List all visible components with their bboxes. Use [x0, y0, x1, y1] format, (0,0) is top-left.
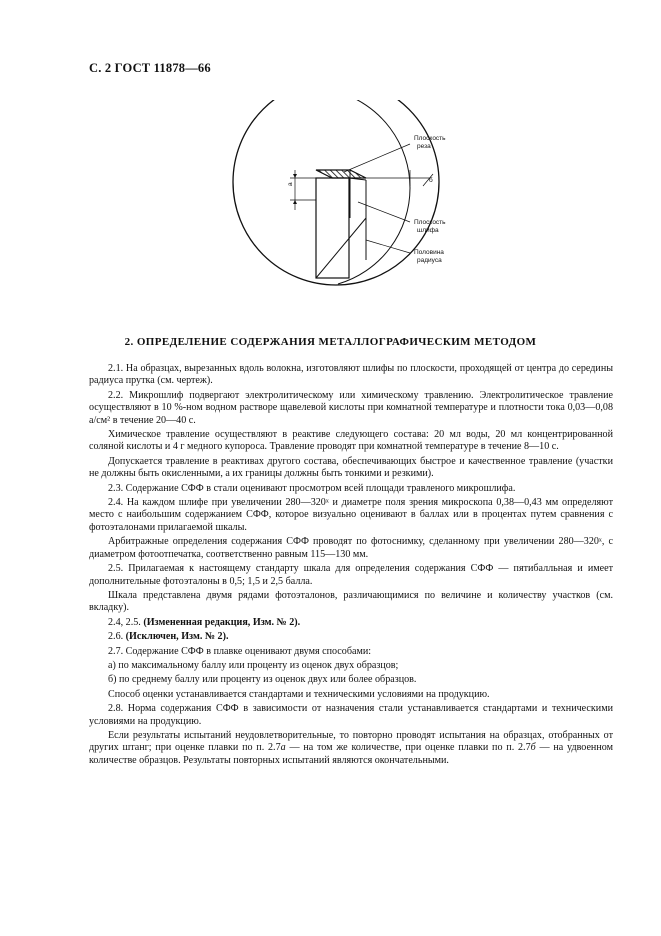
- section-title: 2. ОПРЕДЕЛЕНИЕ СОДЕРЖАНИЯ МЕТАЛЛОГРАФИЧЕСКИМ МЕТОДОМ: [124, 336, 537, 348]
- dim-a-label: а: [287, 182, 294, 186]
- dim-b-label: б: [429, 177, 433, 184]
- paragraph-2-7: 2.7. Содержание СФФ в плавке оценивают двумя способами:: [108, 645, 372, 657]
- paragraph-method: Способ оценки устанавливается стандартами и техническими условиями на продукцию.: [108, 688, 490, 700]
- paragraph-2-4: 2.4. На каждом шлифе при увеличении 280—320ˣ и диаметре поля зрения микроскопа 0,38—0,43 мм определяют место с наибольшим содержанием СФФ, которое визуально оценивают в баллах или в процентах путем сравнения с фотоэталонами прилагаемой шкалы.: [89, 497, 613, 533]
- edit-note-number: 2.4, 2.5.: [108, 616, 141, 628]
- document-body: [89, 363, 613, 769]
- list-item-a: а) по максимальному баллу или проценту из оценок двух образцов;: [108, 659, 399, 671]
- specimen-diagram-svg: [220, 100, 480, 300]
- paragraph-scale: Шкала представлена двумя рядами фотоэталонов, различающимися по величине и количеству участков (см. вкладку).: [89, 589, 613, 614]
- paragraph-2-3: 2.3. Содержание СФФ в стали оценивают просмотром всей площади травленого микрошлифа.: [108, 482, 516, 494]
- retest-item-a: а: [280, 742, 286, 754]
- retest-item-b: б: [530, 742, 536, 754]
- paragraph-2-8: 2.8. Норма содержания СФФ в зависимости от назначения стали устанавливается стандартами и техническими условиями на продукцию.: [89, 703, 613, 727]
- paragraph-chemical-etching: Химическое травление осуществляют в реактиве следующего состава: 20 мл воды, 20 мл концентрированной соляной кислоты и 4 г медного купороса. Травление проводят при комнатной температуре в течение 8—10 с.: [89, 429, 613, 453]
- label-section-plane-2: шлифа: [417, 227, 439, 234]
- specimen-front-face: [316, 178, 349, 278]
- dim-a-arrow-top: [293, 174, 297, 178]
- edit-note-text: (Измененная редакция, Изм. № 2).: [143, 616, 301, 628]
- paragraph-2-2: 2.2. Микрошлиф подвергают электролитическому или химическому травлению. Электролитическое травление осуществляют в 10 %-ном водном растворе щавелевой кислоты при комнатной температуре и плотности тока 0,03—0,08 а/см² в течение 20—40 с.: [89, 389, 613, 426]
- paragraph-allowed-etching: Допускается травление в реактивах другого состава, обеспечивающих быстрое и качественное травление (участки не должны быть окисленными, а их границы должны быть тонкими и резкими).: [89, 455, 613, 480]
- paragraph-retest: [89, 730, 613, 767]
- bar-section-circle: [233, 100, 439, 285]
- retest-part-3: — на удвоенном количестве образцов. Результаты повторных испытаний являются окончательными.: [89, 742, 613, 766]
- retest-part-2: — на том же количестве, при оценке плавки по п. 2.7: [285, 742, 531, 754]
- specimen-top-face: [316, 170, 366, 178]
- retest-part-1: Если результаты испытаний неудовлетворительные, то повторно проводят испытания на образцах, отобранных от других штанг; при оценке плавки по п. 2.7: [89, 729, 613, 754]
- specimen-diagonal: [316, 218, 366, 278]
- label-cut-plane-1: Плоскость: [414, 135, 446, 142]
- dim-a-arrow-bottom: [293, 200, 297, 204]
- label-half-radius-2: радиуса: [417, 257, 442, 264]
- excluded-text: (Исключен, Изм. № 2).: [125, 631, 229, 643]
- paragraph-edit-note: [89, 617, 613, 629]
- excluded-number: 2.6.: [108, 631, 124, 643]
- label-section-plane-1: Плоскость: [414, 219, 446, 226]
- paragraph-2-5: 2.5. Прилагаемая к настоящему стандарту шкала для определения содержания СФФ — пятибалльная и имеет дополнительные фотоэталоны в 0,5; 1,5 и 2,5 балла.: [89, 563, 613, 587]
- leader-cut-plane: [344, 144, 410, 172]
- list-item-b: б) по среднему баллу или проценту из оценок двух или более образцов.: [108, 674, 417, 686]
- paragraph-2-6: [89, 631, 613, 643]
- label-cut-plane-2: реза: [417, 143, 431, 150]
- paragraph-2-1: 2.1. На образцах, вырезанных вдоль волокна, изготовляют шлифы по плоскости, проходящей от центра до середины радиуса прутка (см. чертеж).: [89, 363, 613, 387]
- page-header: С. 2 ГОСТ 11878—66: [89, 61, 211, 75]
- label-half-radius-1: Половина: [414, 249, 444, 256]
- paragraph-arbitration: Арбитражные определения содержания СФФ проводят по фотоснимку, сделанному при увеличении 280—320ˣ, с диаметром фотоотпечатка, соответственно равным 115—130 мм.: [89, 536, 613, 560]
- specimen-diagram: [220, 100, 480, 300]
